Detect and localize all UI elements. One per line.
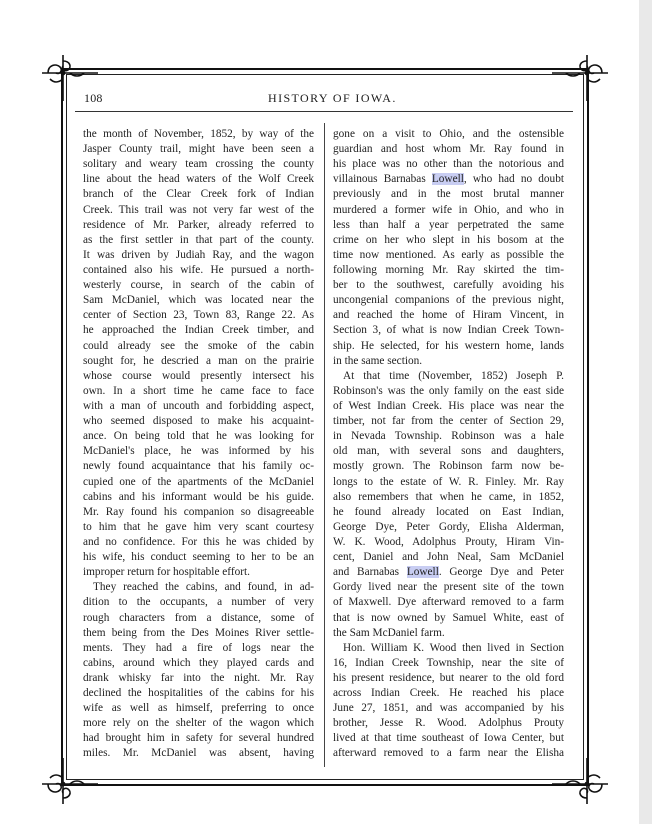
- text-line: his place was no other than the notorious and: [333, 158, 564, 171]
- text-line: Section 3, of what is now Indian Creek Town-: [333, 324, 564, 337]
- text-line: improper return for hospitable effort.: [83, 566, 250, 579]
- text-line: dition to the occupants, a number of very: [83, 596, 314, 609]
- text-line: ance. On being told that he was looking for: [83, 430, 314, 443]
- text-line: ber to the southwest, carefully avoiding his: [333, 279, 564, 292]
- text-line: Robinson's was the only family on the east side: [333, 384, 564, 397]
- text-line: Gordy lived near the present site of the town: [333, 581, 564, 594]
- text-line: It was driven by Judiah Ray, and the wagon: [83, 248, 314, 261]
- text-line: They reached the cabins, and found, in ad-: [93, 581, 314, 594]
- text-line: the Sam McDaniel farm.: [333, 626, 445, 639]
- column-divider: [324, 123, 325, 767]
- text-line: westerly course, in search of the cabin of: [83, 279, 314, 292]
- text-line: newly found acquaintance that his family oc-: [83, 460, 314, 473]
- text-line: wife as well as himself, preferring to once: [83, 702, 314, 715]
- text-line: them being from the Des Moines River settle-: [83, 626, 314, 639]
- running-title: HISTORY OF IOWA.: [268, 91, 397, 105]
- text-line: ship. He selected, for his western home, lands: [333, 339, 564, 352]
- text-line: At that time (November, 1852) Joseph P.: [343, 369, 564, 382]
- text-line: who seemed disposed to make his acquaint-: [83, 415, 314, 428]
- text-line: the month of November, 1852, by way of the: [83, 128, 314, 140]
- text-line: and no confidence. For this he was chided by: [83, 535, 314, 548]
- text-line: whose course would presently intersect his: [83, 369, 314, 382]
- text-line: his present residence, but nearer to the old ford: [333, 671, 564, 684]
- text-line: old man, with several sons and daughters,: [333, 445, 564, 458]
- text-line: W. K. Wood, Adolphus Prouty, Hiram Vin-: [333, 535, 564, 548]
- text-line: McDaniel's place, he was informed by his: [83, 445, 314, 458]
- text-line: he found already located on East Indian,: [333, 505, 564, 518]
- text-line: own. In a short time he came face to face: [83, 384, 314, 397]
- text-line: of Maxwell. Dye afterward removed to a farm: [333, 596, 564, 609]
- text-line: less than half a year perpetrated the same: [333, 218, 564, 231]
- text-line: gone on a visit to Ohio, and the ostensible: [333, 128, 564, 140]
- text-line: and reached the home of Hiram Vincent, in: [333, 309, 564, 322]
- text-line: timber, not far from the center of Section 29,: [333, 415, 564, 428]
- text-segment: and Barnabas: [333, 566, 407, 579]
- text-line: crime on her who slept in his bosom at the: [333, 233, 564, 246]
- search-highlight: Lowell: [431, 173, 464, 186]
- text-line: more rely on the shelter of the wagon which: [83, 717, 314, 730]
- text-line: cabins and his informant would be his guide.: [83, 490, 314, 503]
- text-line: cabins, around which they played cards and: [83, 656, 314, 669]
- text-line: brother, Jesse R. Wood. Adolphus Prouty: [333, 717, 564, 730]
- text-column-right: [333, 127, 564, 762]
- text-line: 16, Indian Creek Township, near the site of: [333, 656, 564, 669]
- text-line: contained also his wife. He pursued a north-: [83, 263, 314, 276]
- header-rule: [75, 111, 573, 112]
- corner-ornament-icon: [550, 53, 610, 103]
- text-line: longs to the estate of W. R. Finley. Mr. Ray: [333, 475, 564, 488]
- text-line: Sam McDaniel, which was located near the: [83, 294, 314, 307]
- corner-ornament-icon: [550, 756, 610, 806]
- text-column-left: [83, 127, 314, 762]
- text-line: Jasper County trail, might have been seen a: [83, 143, 314, 156]
- text-line: with a man of uncouth and forbidding aspect,: [83, 399, 314, 412]
- text-line: in Nevada Township. Robinson was a hale: [333, 430, 564, 443]
- text-line: George Dye, Peter Gordy, Elisha Alderman,: [333, 520, 564, 533]
- text-line: Mr. Ray found his companion so disagreeable: [83, 505, 314, 518]
- text-line: murdered a former wife in Ohio, and who in: [333, 203, 564, 216]
- text-line: time now mentioned. As early as possible the: [333, 248, 564, 261]
- text-line: [333, 565, 564, 580]
- text-line: drank whisky far into the night. Mr. Ray: [83, 671, 314, 684]
- text-segment: villainous Barnabas: [333, 173, 432, 186]
- text-line: branch of the Clear Creek fork of Indian: [83, 188, 314, 201]
- text-line: Hon. William K. Wood then lived in Section: [343, 641, 564, 654]
- text-line: cupied one of the apartments of the McDaniel: [83, 475, 314, 488]
- text-line: guardian and host whom Mr. Ray found in: [333, 143, 564, 156]
- text-line: previously and in the most brutal manner: [333, 188, 564, 201]
- text-line: as the first settler in that part of the county.: [83, 233, 314, 246]
- text-line: had brought him in safety for several hundred: [83, 732, 314, 745]
- corner-ornament-icon: [40, 756, 100, 806]
- text-line: miles. Mr. McDaniel was absent, having: [83, 747, 314, 760]
- search-highlight: Lowell: [406, 566, 439, 579]
- page-number: 108: [84, 91, 103, 105]
- text-line: rough characters from a distance, some of: [83, 611, 314, 624]
- text-line: could already see the smoke of the cabin: [83, 339, 314, 352]
- text-segment: , who had no doubt: [463, 173, 564, 186]
- text-line: center of Section 23, Town 83, Range 22. As: [83, 309, 314, 322]
- text-line: across Indian Creek. He reached his place: [333, 687, 564, 700]
- text-line: that is now owned by Samuel White, east of: [333, 611, 564, 624]
- text-line: declined the hospitalities of the cabins for his: [83, 687, 314, 700]
- text-line: afterward removed to a farm near the Elisha: [333, 747, 564, 760]
- text-line: line about the head waters of the Wolf Creek: [83, 173, 314, 186]
- text-line: lived at that time southeast of Iowa Center, but: [333, 732, 564, 745]
- text-line: following morning Mr. Ray skirted the tim-: [333, 263, 564, 276]
- text-line: he approached the Indian Creek timber, and: [83, 324, 314, 337]
- text-line: residence of Mr. Parker, already referred to: [83, 218, 314, 231]
- text-line: also remembers that when he came, in 1852,: [333, 490, 564, 503]
- text-line: mostly grown. The Robinson farm now be-: [333, 460, 564, 473]
- text-line: of West Indian Creek. His place was near the: [333, 399, 564, 412]
- viewer-gutter: [639, 0, 652, 824]
- text-line: in the same section.: [333, 354, 423, 367]
- text-line: June 27, 1851, and was accompanied by his: [333, 702, 564, 715]
- text-segment: . George Dye and Peter: [438, 566, 564, 579]
- text-line: sought for, he descried a man on the prairie: [83, 354, 314, 367]
- text-line: uncongenial companions of the previous night,: [333, 294, 564, 307]
- text-line: ments. They had a fire of logs near the: [83, 641, 314, 654]
- text-line: to him that he gave him very scant courtesy: [83, 520, 314, 533]
- text-line: Creek. This trail was not very far west of the: [83, 203, 314, 216]
- text-line: solitary and weary team crossing the county: [83, 158, 314, 171]
- text-line: his wife, his conduct seeming to her to be an: [83, 551, 314, 564]
- text-line: [333, 172, 564, 187]
- text-line: cent, Daniel and John Neal, Sam McDaniel: [333, 551, 564, 564]
